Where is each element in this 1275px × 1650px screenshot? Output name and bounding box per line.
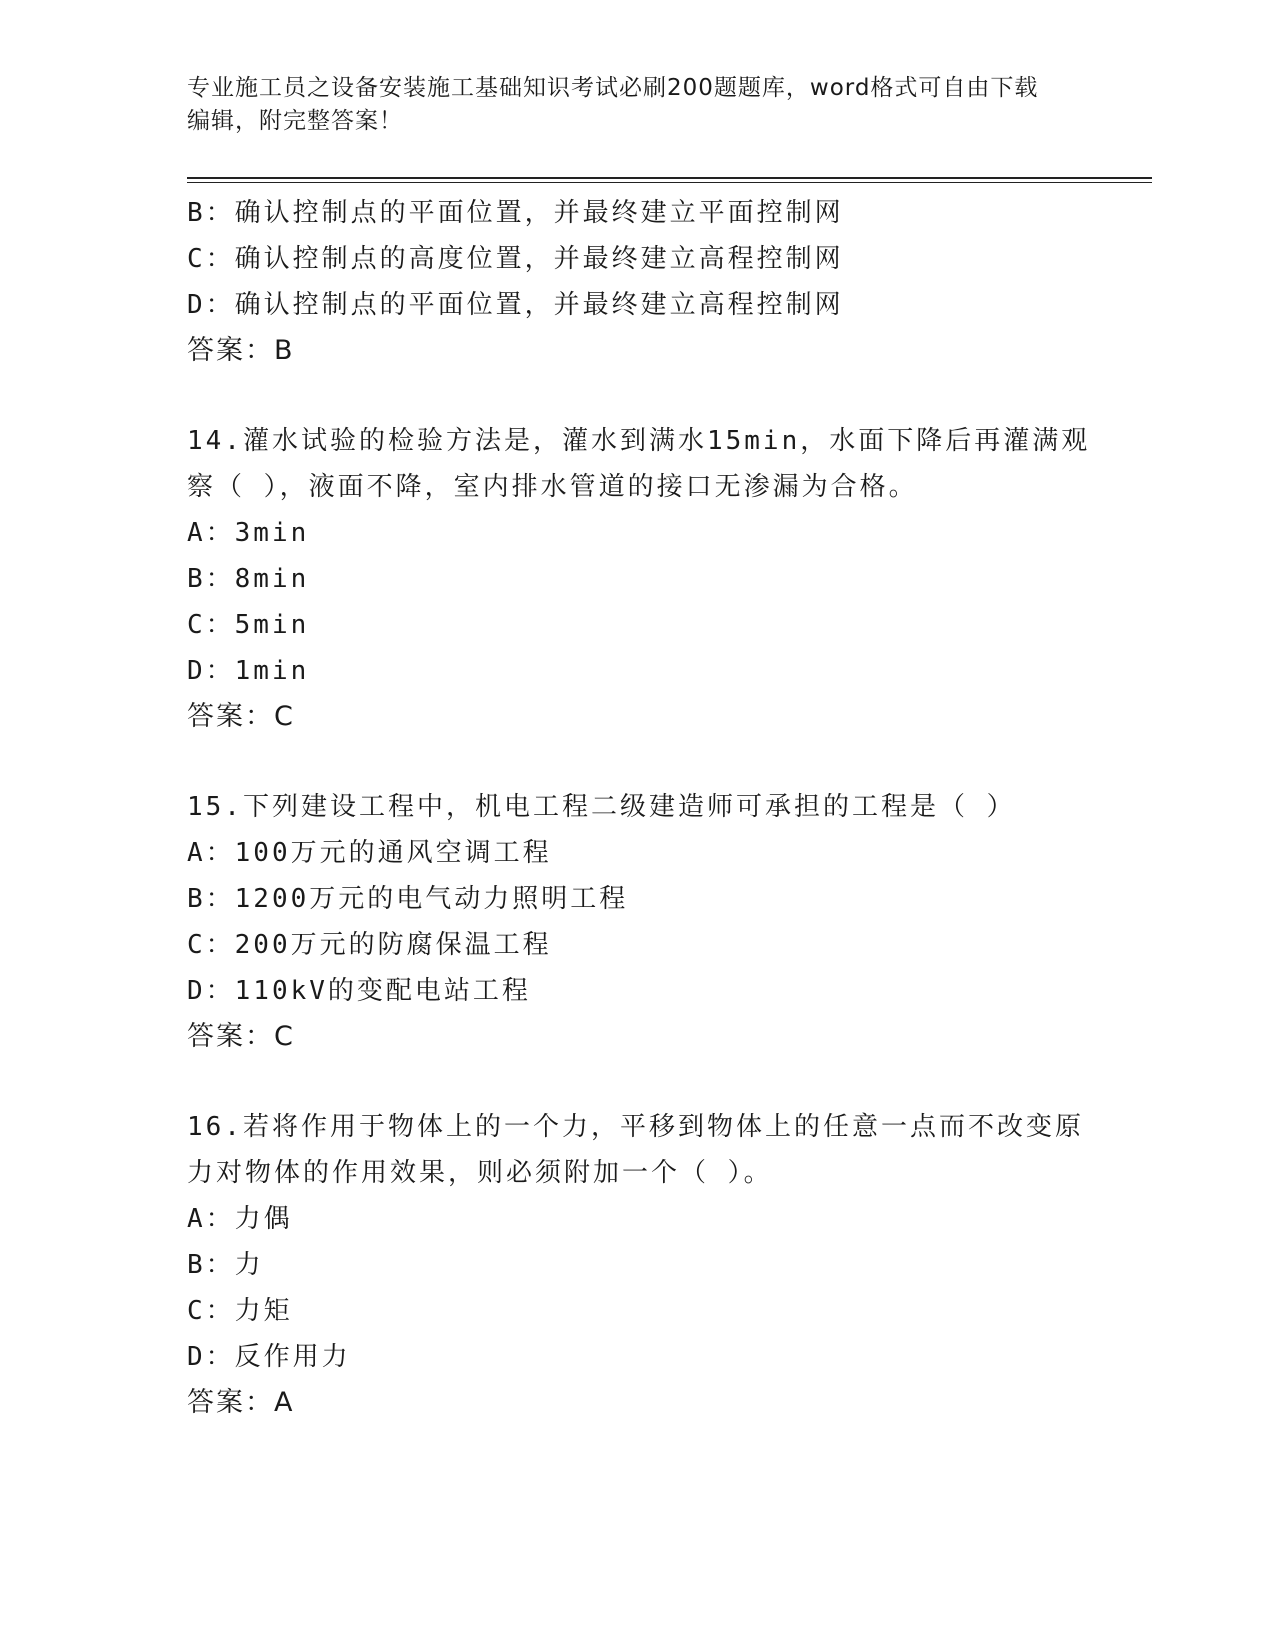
- question-list: [187, 190, 1147, 1426]
- q13-option-d: D：确认控制点的平面位置，并最终建立高程控制网: [187, 290, 844, 320]
- q15-option-d: D：110kV的变配电站工程: [187, 976, 531, 1006]
- q13-option-c: C：确认控制点的高度位置，并最终建立高程控制网: [187, 244, 844, 274]
- q15-option-b: B：1200万元的电气动力照明工程: [187, 884, 629, 914]
- q15-option-a: A：100万元的通风空调工程: [187, 838, 552, 868]
- q13-option-b: B：确认控制点的平面位置，并最终建立平面控制网: [187, 198, 844, 228]
- q16-option-d: D：反作用力: [187, 1342, 351, 1372]
- q15-answer: 答案：C: [187, 1021, 295, 1052]
- header-divider-thick: [187, 177, 1152, 179]
- header-title-line-1: 专业施工员之设备安装施工基础知识考试必刷200题题库，word格式可自由下载: [187, 75, 1039, 101]
- q15-option-c: C：200万元的防腐保温工程: [187, 930, 552, 960]
- question-15: [187, 784, 1147, 1060]
- document-header: [187, 72, 1087, 138]
- q16-stem-line-2: 力对物体的作用效果，则必须附加一个（ ）。: [187, 1158, 773, 1188]
- q14-stem-line-1: 14.灌水试验的检验方法是，灌水到满水15min，水面下降后再灌满观: [187, 426, 1091, 456]
- header-title-line-2: 编辑，附完整答案！: [187, 108, 403, 134]
- q16-option-c: C：力矩: [187, 1296, 293, 1326]
- q14-stem-line-2: 察（ ），液面不降，室内排水管道的接口无渗漏为合格。: [187, 472, 918, 502]
- question-13-partial: [187, 190, 1147, 374]
- q16-stem-line-1: 16.若将作用于物体上的一个力，平移到物体上的任意一点而不改变原: [187, 1112, 1084, 1142]
- question-spacer: [187, 1060, 1147, 1104]
- question-spacer: [187, 740, 1147, 784]
- q16-option-a: A：力偶: [187, 1204, 293, 1234]
- question-14: [187, 418, 1147, 740]
- question-16: [187, 1104, 1147, 1426]
- q16-option-b: B：力: [187, 1250, 264, 1280]
- q14-option-a: A：3min: [187, 518, 310, 548]
- q16-answer: 答案：A: [187, 1387, 295, 1418]
- q14-option-b: B：8min: [187, 564, 310, 594]
- q14-answer: 答案：C: [187, 701, 295, 732]
- q14-option-c: C：5min: [187, 610, 310, 640]
- q15-stem-line-1: 15.下列建设工程中，机电工程二级建造师可承担的工程是（ ）: [187, 792, 1016, 822]
- question-spacer: [187, 374, 1147, 418]
- header-divider-thin: [187, 182, 1152, 183]
- q13-answer: 答案：B: [187, 335, 295, 366]
- q14-option-d: D：1min: [187, 656, 310, 686]
